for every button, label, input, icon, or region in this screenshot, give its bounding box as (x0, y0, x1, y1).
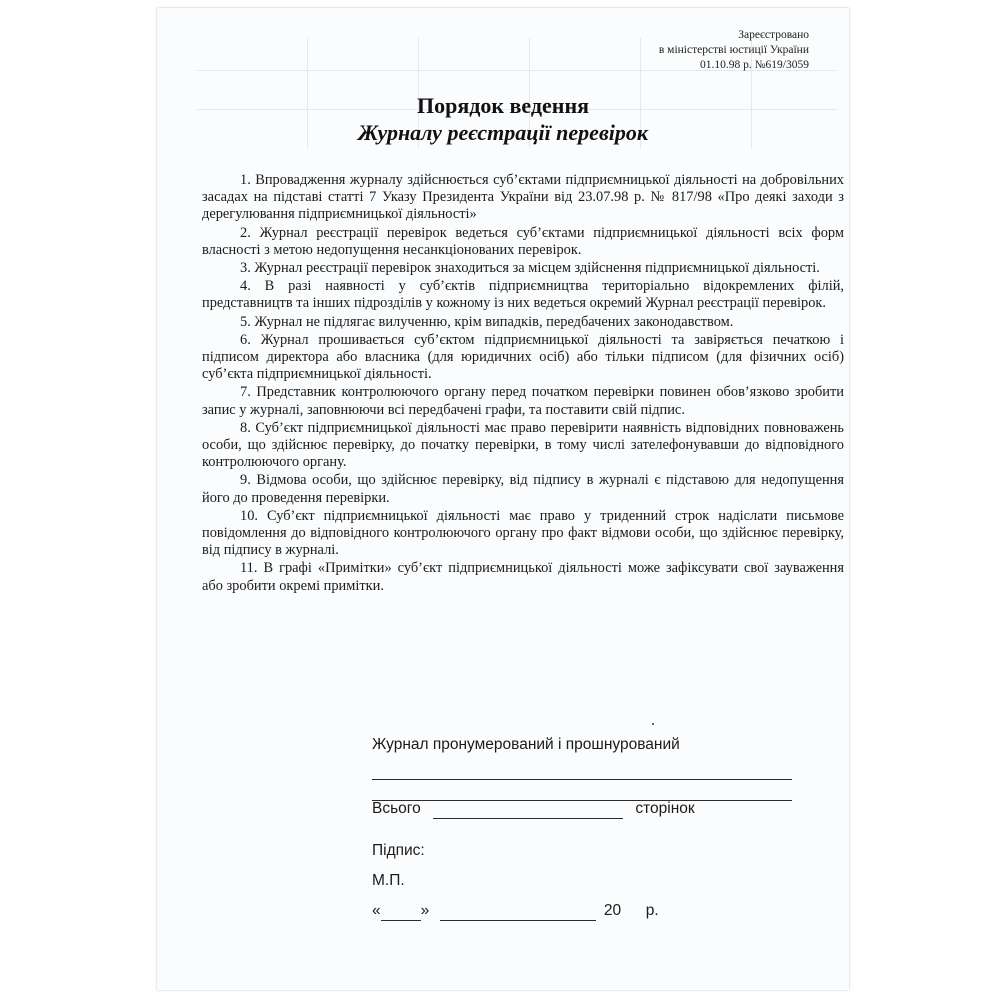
ink-dot (652, 723, 654, 725)
paragraph-5: 5. Журнал не підлягає вилученню, крім випадків, передбачених законодавством. (240, 313, 734, 330)
title-line-2: Журналу реєстрації перевірок (357, 120, 649, 145)
registration-line-1: Зареєстровано (738, 29, 809, 41)
total-pages-blank (433, 800, 623, 819)
day-blank (381, 902, 421, 921)
numbered-label: Журнал пронумерований і прошнурований (372, 736, 680, 753)
document-page (157, 8, 849, 990)
paragraph-1: 1. Впровадження журналу здійснюється суб’єктами підприємницької діяльності на добровільних засадах на підставі статті 7 Указу Президента України від 23.07.98 р. № 817/98 «Про деякі заходи з дерегулювання підприємницької діяльності» (202, 172, 844, 223)
year-prefix: 20 (603, 902, 622, 919)
total-pages-row (372, 800, 695, 819)
numbered-blank-line-1 (372, 779, 792, 780)
paragraph-3: 3. Журнал реєстрації перевірок знаходиться за місцем здійснення підприємницької діяльності. (240, 260, 820, 277)
paragraph-8: 8. Суб’єкт підприємницької діяльності має право перевірити наявність відповідних повноважень особи, що здійснює перевірку, до початку перевірки, в тому числі зателефонувавши до відповідного контролюючого органу. (202, 419, 844, 471)
paragraph-7: 7. Представник контролюючого органу перед початком перевірки повинен обов’язково зробити запис у журналі, заповнюючи всі передбачені графи, та поставити свій підпис. (202, 384, 844, 418)
stamp-label: М.П. (372, 872, 405, 889)
paragraph-6: 6. Журнал прошивається суб’єктом підприємницької діяльності та завіряється печаткою і підписом директора або власника (для юридичних осіб) або тільки підписом (для фізичних осіб) суб’єкта підприємницької діяльності. (202, 331, 844, 383)
paragraph-10: 10. Суб’єкт підприємницької діяльності має право у триденний строк надіслати письмове повідомлення до відповідного контролюючого органу про факт відмови особи, що здійснює перевірку, від підпису в журналі. (202, 507, 844, 559)
month-blank (440, 902, 596, 921)
year-suffix: р. (645, 902, 659, 919)
document-title (157, 92, 849, 146)
title-line-1: Порядок ведення (416, 93, 590, 118)
registration-line-3: 01.10.98 р. №619/3059 (699, 59, 809, 71)
paragraph-4: 4. В разі наявності у суб’єктів підприємництва територіально відокремлених філій, представництв та інших підрозділів у кожному із них ведеться окремий Журнал реєстрації перевірок. (202, 278, 844, 312)
registration-note (659, 28, 809, 73)
total-label: Всього (372, 800, 421, 817)
registration-line-2: в міністерстві юстиції України (658, 44, 809, 56)
rules-text (202, 172, 844, 596)
date-open-quote: « (372, 902, 381, 919)
paragraph-11: 11. В графі «Примітки» суб’єкт підприємницької діяльності може зафіксувати свої зауваження або зробити окремі примітки. (202, 560, 844, 594)
signature-label: Підпис: (372, 842, 425, 859)
pages-label: сторінок (635, 800, 695, 817)
paragraph-9: 9. Відмова особи, що здійснює перевірку, від підпису в журналі є підставою для недопущення його до проведення перевірки. (202, 472, 844, 506)
date-close-quote: » (420, 902, 430, 919)
paragraph-2: 2. Журнал реєстрації перевірок ведеться суб’єктами підприємницької діяльності всіх форм власності з метою недопущення несанкціонованих перевірок. (202, 224, 844, 258)
date-row (372, 902, 659, 921)
